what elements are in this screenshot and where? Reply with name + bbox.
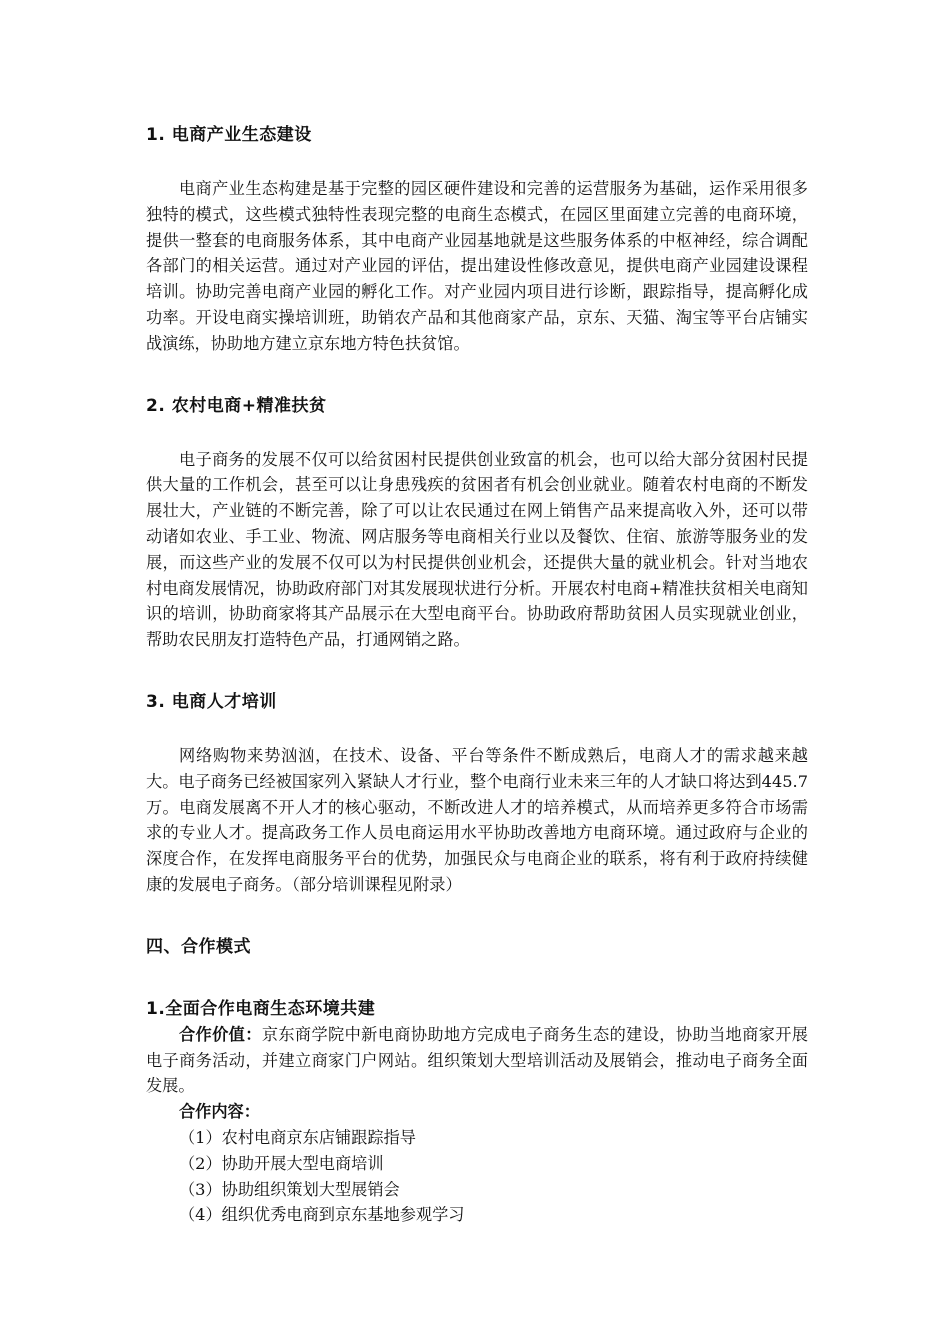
section-3-heading: 3. 电商人才培训 bbox=[146, 691, 277, 712]
section-1-body: 电商产业生态构建是基于完整的园区硬件建设和完善的运营服务为基础，运作采用很多独特的模式，这些模式独特性表现完整的电商生态模式，在园区里面建立完善的电商环境，提供一整套的电商服务体系，其中电商产业园基地就是这些服务体系的中枢神经，综合调配各部门的相关运营。通过对产业园的评估，提出建设性修改意见，提供电商产业园建设课程培训。协助完善电商产业园的孵化工作。对产业园内项目进行诊断，跟踪指导，提高孵化成功率。开设电商实操培训班，助销农产品和其他商家产品，京东、天猫、淘宝等平台店铺实战演练，协助地方建立京东地方特色扶贫馆。 bbox=[146, 179, 808, 353]
list-item: （3）协助组织策划大型展销会 bbox=[179, 1179, 400, 1199]
section-2-body: 电子商务的发展不仅可以给贫困村民提供创业致富的机会，也可以给大部分贫困村民提供大量的工作机会，甚至可以让身患残疾的贫困者有机会创业就业。随着农村电商的不断发展壮大，产业链的不断完善，除了可以让农民通过在网上销售产品来提高收入外，还可以带动诸如农业、手工业、物流、网店服务等电商相关行业以及餐饮、住宿、旅游等服务业的发展，而这些产业的发展不仅可以为村民提供创业机会，还提供大量的就业机会。针对当地农村电商发展情况，协助政府部门对其发展现状进行分析。开展农村电商+精准扶贫相关电商知识的培训，协助商家将其产品展示在大型电商平台。协助政府帮助贫困人员实现就业创业，帮助农民朋友打造特色产品，打通网销之路。 bbox=[146, 449, 808, 650]
list-item: （1）农村电商京东店铺跟踪指导 bbox=[179, 1127, 416, 1147]
part-4-heading: 四、合作模式 bbox=[146, 936, 251, 957]
document-page bbox=[146, 122, 808, 1228]
list-item: （4）组织优秀电商到京东基地参观学习 bbox=[179, 1205, 465, 1225]
section-2-heading: 2. 农村电商+精准扶贫 bbox=[146, 395, 327, 416]
cooperation-value-paragraph bbox=[146, 1022, 808, 1099]
cooperation-value-label: 合作价值： bbox=[179, 1024, 262, 1044]
cooperation-content-label: 合作内容： bbox=[179, 1102, 260, 1122]
section-1-heading: 1. 电商产业生态建设 bbox=[146, 125, 312, 145]
list-item: （2）协助开展大型电商培训 bbox=[179, 1153, 384, 1173]
cooperation-content-list bbox=[146, 1125, 808, 1228]
cooperation-value-text: 京东商学院中新电商协助地方完成电子商务生态的建设，协助当地商家开展电子商务活动，并建立商家门户网站。组织策划大型培训活动及展销会，推动电子商务全面发展。 bbox=[146, 1024, 808, 1096]
part-4-sub-heading: 1.全面合作电商生态环境共建 bbox=[146, 998, 376, 1019]
section-3-body: 网络购物来势汹汹，在技术、设备、平台等条件不断成熟后，电商人才的需求越来越大。电子商务已经被国家列入紧缺人才行业，整个电商行业未来三年的人才缺口将达到445.7万。电商发展离不开人才的核心驱动，不断改进人才的培养模式，从而培养更多符合市场需求的专业人才。提高政务工作人员电商运用水平协助改善地方电商环境。通过政府与企业的深度合作，在发挥电商服务平台的优势，加强民众与电商企业的联系，将有利于政府持续健康的发展电子商务。（部分培训课程见附录） bbox=[146, 745, 808, 894]
